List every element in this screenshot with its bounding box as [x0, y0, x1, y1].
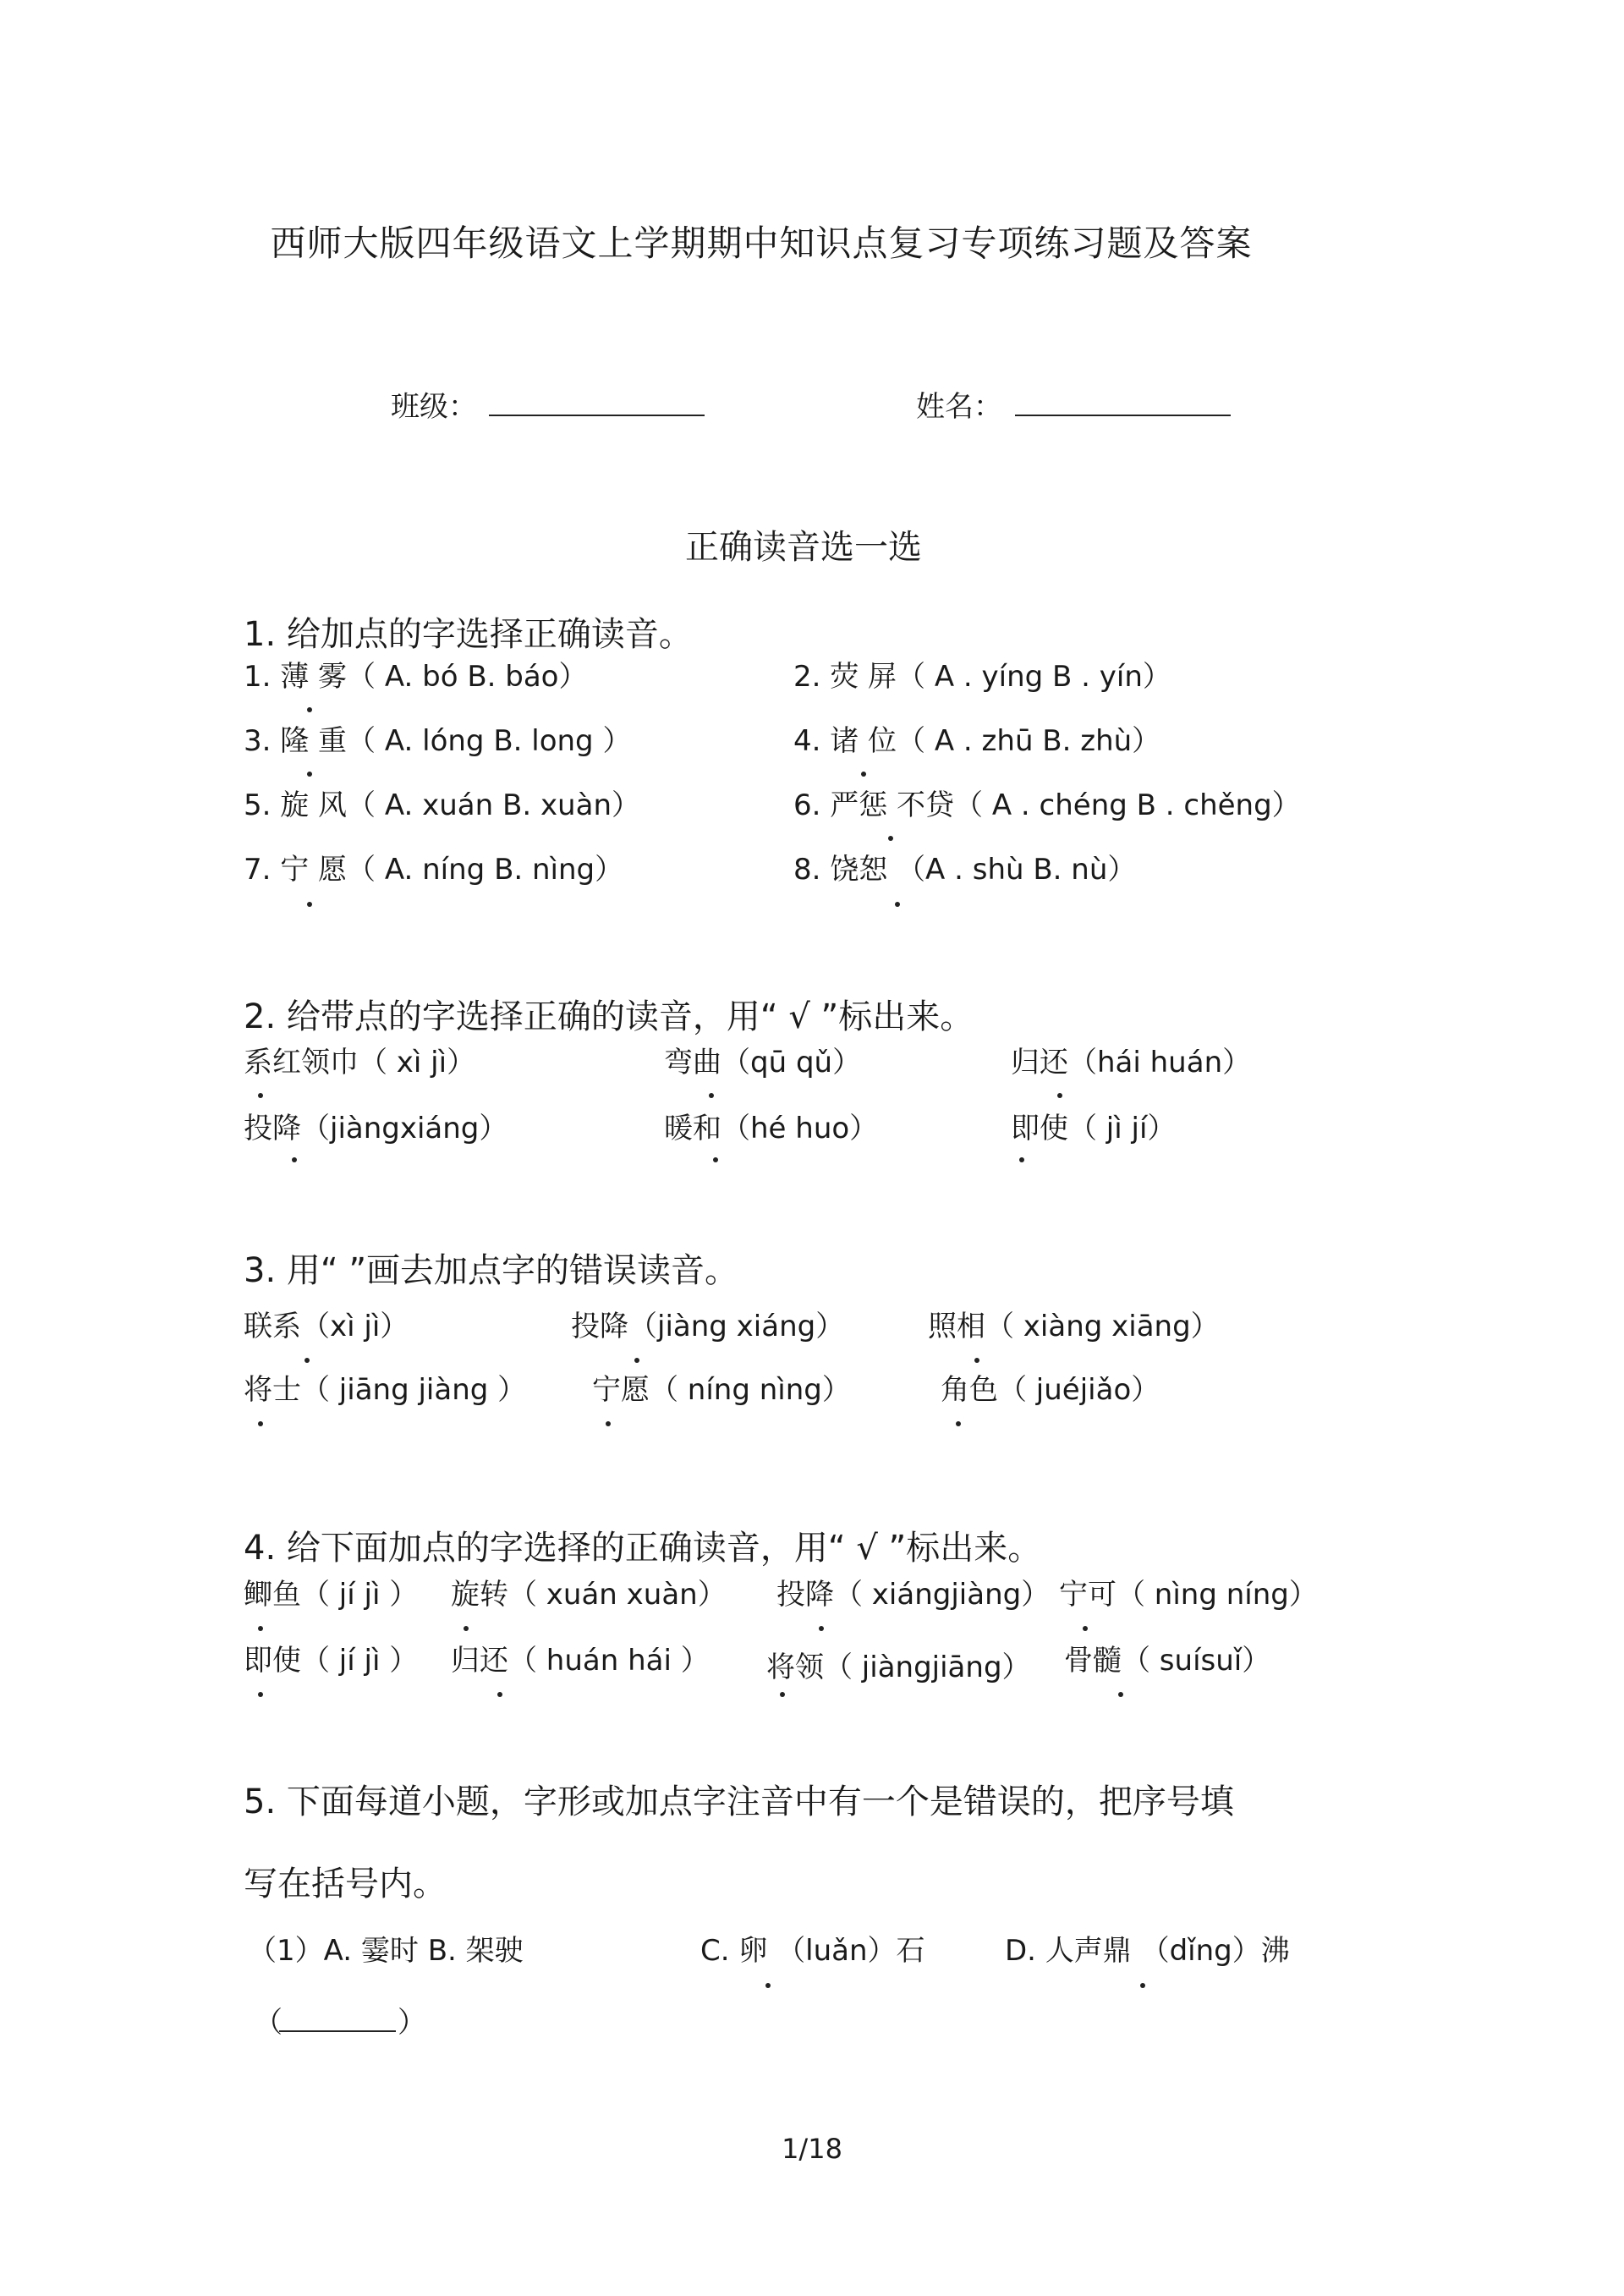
emphasis-dot	[956, 1421, 961, 1426]
q5-item-d: D. 人声鼎 （dǐng）沸	[1005, 1934, 1290, 1968]
q1-item: 1. 薄 雾（ A. bó B. báo）	[244, 660, 588, 694]
class-input-line[interactable]	[489, 415, 705, 416]
emphasis-dot	[1140, 1983, 1145, 1988]
q2-item: 投降（jiàngxiáng）	[244, 1112, 508, 1145]
emphasis-dot	[307, 902, 312, 907]
emphasis-dot	[258, 1093, 263, 1098]
q3-item: 联系（xì jì）	[244, 1310, 409, 1343]
emphasis-dot	[974, 1358, 979, 1363]
q4-item: 将领（ jiàngjiāng）	[766, 1651, 1031, 1684]
q2-item: 即使（ jì jí）	[1011, 1112, 1177, 1145]
emphasis-dot	[307, 707, 312, 712]
q5-item-a: （1）A. 霎时 B. 架驶	[248, 1934, 524, 1968]
q3-item: 照相（ xiàng xiāng）	[928, 1310, 1220, 1343]
section-title: 正确读音选一选	[685, 528, 922, 567]
name-label: 姓名：	[916, 390, 1002, 424]
q5-heading-line1: 5. 下面每道小题，字形或加点字注音中有一个是错误的，把序号填	[244, 1782, 1234, 1821]
emphasis-dot	[888, 836, 893, 841]
q1-heading: 1. 给加点的字选择正确读音。	[244, 615, 693, 654]
class-label: 班级：	[391, 390, 477, 424]
emphasis-dot	[258, 1421, 263, 1426]
emphasis-dot	[304, 1358, 310, 1363]
q4-item: 骨髓（ suísuǐ）	[1064, 1644, 1271, 1678]
emphasis-dot	[258, 1692, 263, 1697]
q4-item: 鲫鱼（ jí jì ）	[244, 1578, 419, 1612]
emphasis-dot	[258, 1626, 263, 1631]
q1-item: 3. 隆 重（ A. lóng B. long ）	[244, 724, 632, 758]
q2-heading: 2. 给带点的字选择正确的读音，用“ √ ”标出来。	[244, 997, 974, 1036]
emphasis-dot	[497, 1692, 502, 1697]
emphasis-dot	[464, 1626, 469, 1631]
q2-item: 弯曲（qū qǔ）	[664, 1046, 862, 1079]
emphasis-dot	[819, 1626, 824, 1631]
emphasis-dot	[1057, 1093, 1062, 1098]
emphasis-dot	[780, 1692, 785, 1697]
q4-item: 即使（ jí jì ）	[244, 1644, 419, 1678]
emphasis-dot	[861, 772, 866, 777]
q1-item: 2. 荧 屏（ A . yíng B . yín）	[793, 660, 1171, 694]
q3-heading: 3. 用“ ”画去加点字的错误读音。	[244, 1251, 739, 1290]
q1-item: 6. 严惩 不贷（ A . chéng B . chěng）	[793, 788, 1301, 822]
emphasis-dot	[895, 902, 900, 907]
name-input-line[interactable]	[1015, 415, 1231, 416]
q4-heading: 4. 给下面加点的字选择的正确读音，用“ √ ”标出来。	[244, 1529, 1042, 1568]
q1-item: 5. 旋 风（ A. xuán B. xuàn）	[244, 788, 640, 822]
emphasis-dot	[606, 1421, 611, 1426]
q5-answer-line[interactable]	[279, 2030, 396, 2032]
emphasis-dot	[1083, 1626, 1088, 1631]
emphasis-dot	[292, 1157, 297, 1162]
q3-item: 将士（ jiāng jiàng ）	[244, 1373, 527, 1407]
emphasis-dot	[709, 1093, 714, 1098]
emphasis-dot	[1118, 1692, 1123, 1697]
document-title: 西师大版四年级语文上学期期中知识点复习专项练习题及答案	[270, 222, 1253, 264]
q1-item: 4. 诸 位（ A . zhū B. zhù）	[793, 724, 1161, 758]
q5-answer-close: ）	[398, 2006, 426, 2040]
q3-item: 投降（jiàng xiáng）	[571, 1310, 845, 1343]
q1-item: 7. 宁 愿（ A. níng B. nìng）	[244, 853, 624, 887]
q2-item: 暖和（hé huo）	[664, 1112, 879, 1145]
emphasis-dot	[713, 1157, 718, 1162]
q3-item: 角色（ juéjiǎo）	[941, 1373, 1160, 1407]
emphasis-dot	[307, 772, 312, 777]
emphasis-dot	[765, 1983, 771, 1988]
emphasis-dot	[634, 1358, 639, 1363]
q4-item: 旋转（ xuán xuàn）	[451, 1578, 727, 1612]
q2-item: 归还（hái huán）	[1011, 1046, 1252, 1079]
q5-heading-line2: 写在括号内。	[244, 1865, 447, 1903]
page-number: 1/18	[782, 2133, 842, 2165]
q1-item: 8. 饶恕 （A . shù B. nù）	[793, 853, 1137, 887]
q4-item: 归还（ huán hái ）	[451, 1644, 710, 1678]
q4-item: 宁可（ nìng níng）	[1059, 1578, 1318, 1612]
q5-answer-open: （	[254, 2006, 283, 2040]
q4-item: 投降（ xiángjiàng）	[776, 1578, 1051, 1612]
q3-item: 宁愿（ níng nìng）	[592, 1373, 851, 1407]
q2-item: 系红领巾（ xì jì）	[244, 1046, 476, 1079]
q5-item-c: C. 卵 （luǎn）石	[700, 1934, 925, 1968]
emphasis-dot	[1019, 1157, 1024, 1162]
